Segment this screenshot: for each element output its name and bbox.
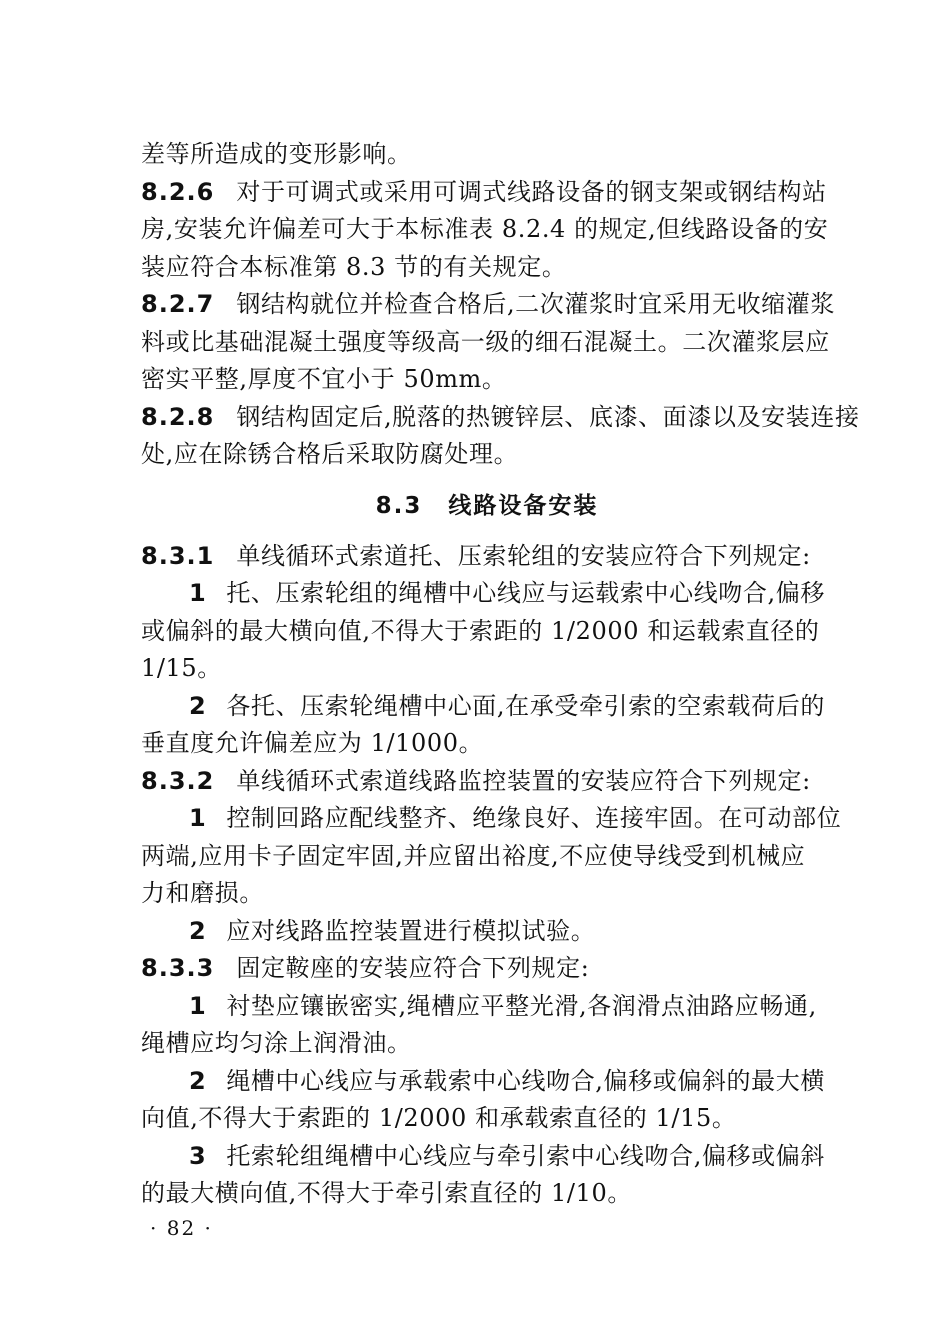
clause-text: 钢结构就位并检查合格后,二次灌浆时宜采用无收缩灌浆: [236, 290, 835, 318]
list-item: [141, 688, 833, 726]
item-number: 2: [189, 691, 207, 720]
clause-number: 8.3.1: [141, 541, 215, 570]
clause-8-2-7-line: 密实平整,厚度不宜小于 50mm。: [141, 365, 507, 393]
section-title: 线路设备安装: [448, 492, 599, 519]
list-item: [141, 800, 842, 838]
clause-text: 固定鞍座的安装应符合下列规定:: [236, 954, 590, 982]
list-item: [141, 913, 833, 951]
list-item: [141, 1063, 833, 1101]
item-text: 各托、压索轮绳槽中心面,在承受牵引索的空索载荷后的: [226, 691, 825, 720]
item-continuation: 1/15。: [141, 654, 222, 682]
clause-8-2-6-line: 房,安装允许偏差可大于本标准表 8.2.4 的规定,但线路设备的安: [141, 215, 829, 243]
clause-text: 对于可调式或采用可调式线路设备的钢支架或钢结构站: [236, 177, 827, 206]
clause-text: 单线循环式索道托、压索轮组的安装应符合下列规定:: [236, 541, 811, 570]
clause-8-3-2-line: [141, 763, 833, 801]
item-continuation: 的最大横向值,不得大于牵引索直径的 1/10。: [141, 1179, 632, 1207]
clause-text: 单线循环式索道线路监控装置的安装应符合下列规定:: [236, 766, 811, 795]
item-number: 2: [189, 1066, 207, 1095]
section-heading: [141, 478, 833, 534]
item-text: 应对线路监控装置进行模拟试验。: [226, 916, 596, 945]
clause-8-2-8-line: 处,应在除锈合格后采取防腐处理。: [141, 440, 519, 468]
item-text: 绳槽中心线应与承载索中心线吻合,偏移或偏斜的最大横: [226, 1066, 825, 1095]
page-number: · 82 ·: [150, 1216, 213, 1240]
item-number: 1: [189, 579, 207, 607]
clause-8-3-1-line: [141, 538, 833, 576]
clause-text: 钢结构固定后,脱落的热镀锌层、底漆、面漆以及安装连接: [236, 402, 860, 431]
item-continuation: 垂直度允许偏差应为 1/1000。: [141, 729, 484, 757]
clause-8-3-3-line: [141, 950, 833, 988]
item-continuation: 绳槽应均匀涂上润滑油。: [141, 1029, 412, 1057]
section-number: 8.3: [375, 492, 423, 519]
list-item: [141, 1138, 833, 1176]
clause-number: 8.3.2: [141, 766, 215, 795]
item-number: 1: [189, 991, 207, 1020]
clause-8-2-6-line: [141, 174, 833, 212]
list-item: [141, 575, 833, 613]
clause-number: 8.2.6: [141, 177, 215, 206]
intro-line: 差等所造成的变形影响。: [141, 140, 412, 168]
clause-8-2-6-line: 装应符合本标准第 8.3 节的有关规定。: [141, 252, 567, 281]
item-number: 2: [189, 916, 207, 945]
document-body: [141, 136, 860, 1213]
item-continuation: 两端,应用卡子固定牢固,并应留出裕度,不应使导线受到机械应: [141, 841, 806, 870]
item-text: 托索轮组绳槽中心线应与牵引索中心线吻合,偏移或偏斜: [226, 1141, 825, 1170]
item-continuation: 力和磨损。: [141, 879, 264, 907]
item-text: 托、压索轮组的绳槽中心线应与运载索中心线吻合,偏移: [226, 579, 825, 607]
item-number: 3: [189, 1141, 207, 1170]
clause-8-2-8-line: [141, 399, 860, 437]
clause-number: 8.3.3: [141, 954, 215, 982]
clause-8-2-7-line: 料或比基础混凝土强度等级高一级的细石混凝土。二次灌浆层应: [141, 327, 830, 356]
list-item: [141, 988, 833, 1026]
item-number: 1: [189, 804, 207, 832]
item-text: 控制回路应配线整齐、绝缘良好、连接牢固。在可动部位: [226, 804, 842, 832]
item-continuation: 或偏斜的最大横向值,不得大于索距的 1/2000 和运载索直径的: [141, 616, 820, 645]
item-text: 衬垫应镶嵌密实,绳槽应平整光滑,各润滑点油路应畅通,: [226, 991, 817, 1020]
clause-8-2-7-line: [141, 286, 833, 324]
clause-number: 8.2.7: [141, 290, 215, 318]
item-continuation: 向值,不得大于索距的 1/2000 和承载索直径的 1/15。: [141, 1104, 737, 1132]
clause-number: 8.2.8: [141, 402, 215, 431]
